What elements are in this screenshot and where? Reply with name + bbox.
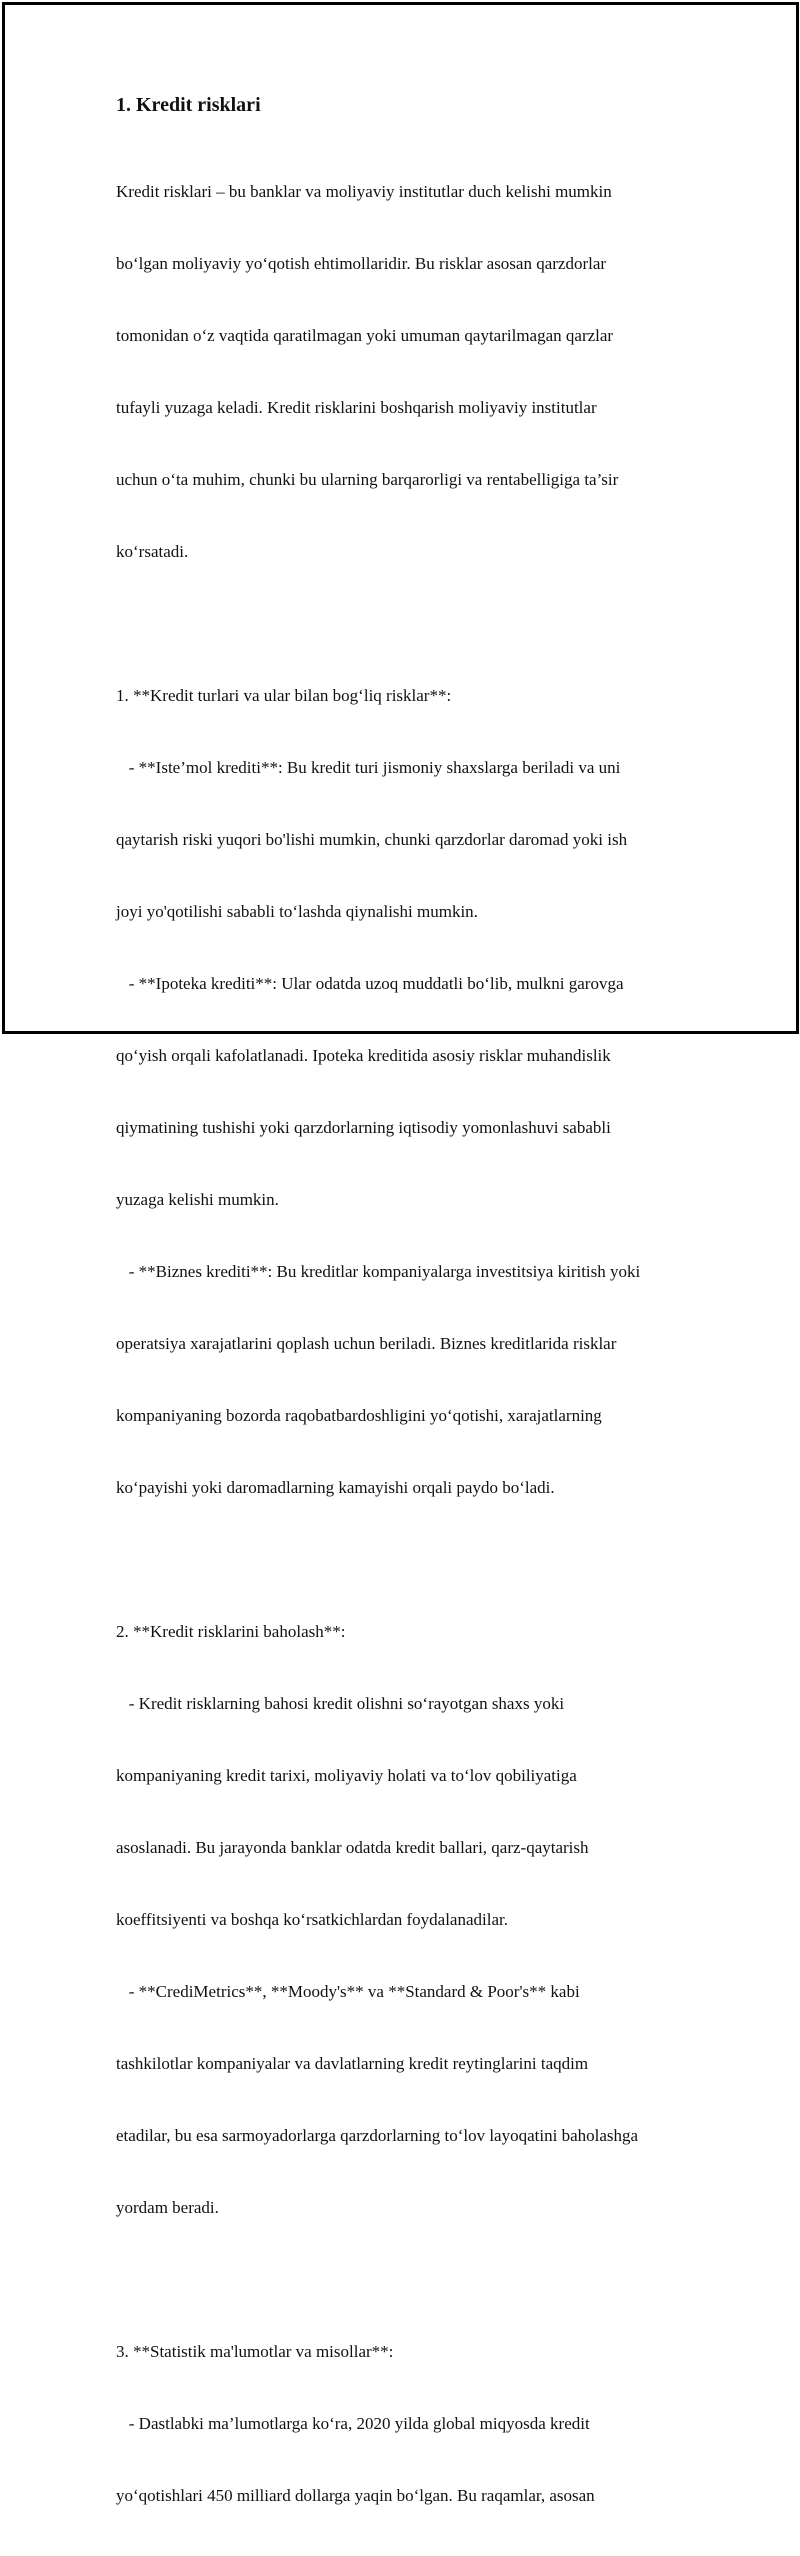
text-line: - Dastlabki ma’lumotlarga ko‘ra, 2020 yilda global miqyosda kredit [116, 2414, 590, 2433]
text-line: tashkilotlar kompaniyalar va davlatlarning kredit reytinglarini taqdim [116, 2054, 589, 2073]
text-line: ko‘rsatadi. [116, 542, 189, 561]
body-text [116, 132, 696, 2556]
text-line: - **CrediMetrics**, **Moody's** va **Standard & Poor's** kabi [116, 1982, 580, 2001]
text-line: kompaniyaning bozorda raqobatbardoshligini yo‘qotishi, xarajatlarning [116, 1406, 602, 1425]
blank-line [116, 1548, 696, 1572]
text-line: 1. **Kredit turlari va ular bilan bog‘liq risklar**: [116, 686, 452, 705]
text-line: yo‘qotishlari 450 milliard dollarga yaqin bo‘lgan. Bu raqamlar, asosan [116, 2486, 595, 2505]
text-line: operatsiya xarajatlarini qoplash uchun beriladi. Biznes kreditlarida risklar [116, 1334, 617, 1353]
text-line: yuzaga kelishi mumkin. [116, 1190, 279, 1209]
text-line: tufayli yuzaga keladi. Kredit risklarini boshqarish moliyaviy institutlar [116, 398, 597, 417]
text-line: - **Iste’mol krediti**: Bu kredit turi jismoniy shaxslarga beriladi va uni [116, 758, 621, 777]
section-title: 1. Kredit risklari [116, 94, 261, 116]
text-line: kompaniyaning kredit tarixi, moliyaviy holati va to‘lov qobiliyatiga [116, 1766, 577, 1785]
text-line: uchun o‘ta muhim, chunki bu ularning barqarorligi va rentabelligiga ta’sir [116, 470, 619, 489]
text-line: yordam beradi. [116, 2198, 219, 2217]
text-line: - **Biznes krediti**: Bu kreditlar kompaniyalarga investitsiya kiritish yoki [116, 1262, 641, 1281]
text-line: tomonidan o‘z vaqtida qaratilmagan yoki umuman qaytarilmagan qarzlar [116, 326, 614, 345]
text-line: Kredit risklari – bu banklar va moliyaviy institutlar duch kelishi mumkin [116, 182, 612, 201]
text-line: joyi yo'qotilishi sababli to‘lashda qiynalishi mumkin. [116, 902, 478, 921]
blank-line [116, 2268, 696, 2292]
text-line: bo‘lgan moliyaviy yo‘qotish ehtimollaridir. Bu risklar asosan qarzdorlar [116, 254, 607, 273]
blank-line [116, 612, 696, 636]
text-line: 2. **Kredit risklarini baholash**: [116, 1622, 346, 1641]
document-content [116, 92, 696, 2556]
text-line: asoslanadi. Bu jarayonda banklar odatda kredit ballari, qarz-qaytarish [116, 1838, 589, 1857]
text-line: qiymatining tushishi yoki qarzdorlarning iqtisodiy yomonlashuvi sababli [116, 1118, 611, 1137]
text-line: etadilar, bu esa sarmoyadorlarga qarzdorlarning to‘lov layoqatini baholashga [116, 2126, 639, 2145]
text-line: - Kredit risklarning bahosi kredit olishni so‘rayotgan shaxs yoki [116, 1694, 565, 1713]
text-line: ko‘payishi yoki daromadlarning kamayishi orqali paydo bo‘ladi. [116, 1478, 555, 1497]
text-line: qo‘yish orqali kafolatlanadi. Ipoteka kreditida asosiy risklar muhandislik [116, 1046, 611, 1065]
text-line: - **Ipoteka krediti**: Ular odatda uzoq muddatli bo‘lib, mulkni garovga [116, 974, 624, 993]
text-line: koeffitsiyenti va boshqa ko‘rsatkichlardan foydalanadilar. [116, 1910, 508, 1929]
text-line: 3. **Statistik ma'lumotlar va misollar**: [116, 2342, 394, 2361]
text-line: qaytarish riski yuqori bo'lishi mumkin, chunki qarzdorlar daromad yoki ish [116, 830, 628, 849]
